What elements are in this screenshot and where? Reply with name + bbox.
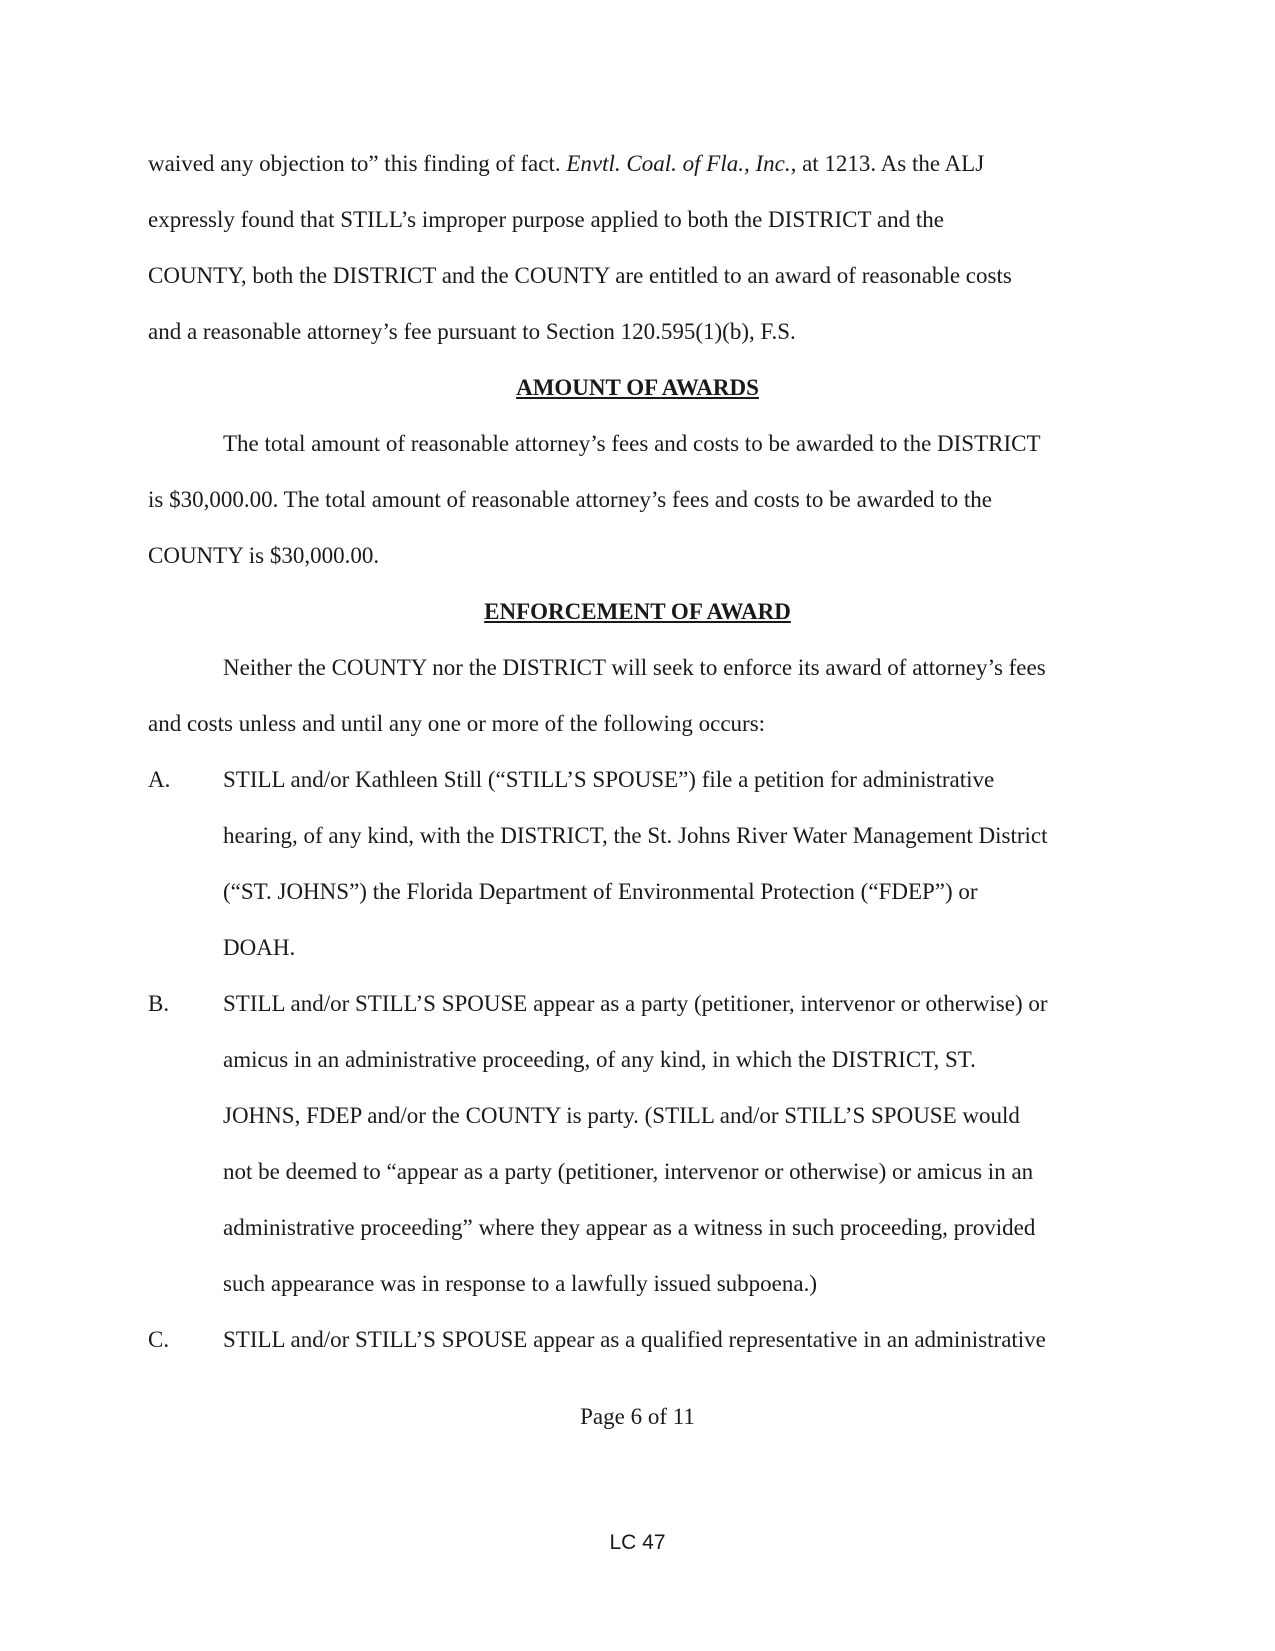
- paragraph-line: expressly found that STILL’s improper purpose applied to both the DISTRICT and the: [148, 207, 944, 232]
- list-item-label-a: A.: [148, 767, 171, 792]
- list-item-line: STILL and/or STILL’S SPOUSE appear as a qualified representative in an administrative: [223, 1327, 1046, 1352]
- list-item-line: administrative proceeding” where they appear as a witness in such proceeding, provided: [223, 1215, 1036, 1240]
- paragraph-line: The total amount of reasonable attorney’s fees and costs to be awarded to the DISTRICT: [223, 431, 1041, 456]
- list-item-line: not be deemed to “appear as a party (petitioner, intervenor or otherwise) or amicus in an: [223, 1159, 1034, 1184]
- paragraph-line: waived any objection to” this finding of fact. Envtl. Coal. of Fla., Inc., at 1213. As the ALJ: [148, 151, 985, 176]
- list-item-line: amicus in an administrative proceeding, of any kind, in which the DISTRICT, ST.: [223, 1047, 976, 1072]
- list-item-line: STILL and/or STILL’S SPOUSE appear as a party (petitioner, intervenor or otherwise) or: [223, 991, 1048, 1016]
- paragraph-line: Neither the COUNTY nor the DISTRICT will seek to enforce its award of attorney’s fees: [223, 655, 1046, 680]
- paragraph-line: and costs unless and until any one or more of the following occurs:: [148, 711, 766, 736]
- case-citation: Envtl. Coal. of Fla., Inc.,: [566, 151, 797, 176]
- paragraph-line: COUNTY, both the DISTRICT and the COUNTY are entitled to an award of reasonable costs: [148, 263, 1012, 288]
- paragraph-line: COUNTY is $30,000.00.: [148, 543, 380, 568]
- list-item-line: STILL and/or Kathleen Still (“STILL’S SPOUSE”) file a petition for administrative: [223, 767, 995, 792]
- list-item-line: DOAH.: [223, 935, 296, 960]
- list-item-line: (“ST. JOHNS”) the Florida Department of Environmental Protection (“FDEP”) or: [223, 879, 978, 904]
- list-item-label-c: C.: [148, 1327, 170, 1352]
- paragraph-line: is $30,000.00. The total amount of reasonable attorney’s fees and costs to be awarded to the: [148, 487, 992, 512]
- list-item-line: JOHNS, FDEP and/or the COUNTY is party. (STILL and/or STILL’S SPOUSE would: [223, 1103, 1020, 1128]
- page-number: Page 6 of 11: [580, 1404, 695, 1429]
- list-item-line: hearing, of any kind, with the DISTRICT, the St. Johns River Water Management District: [223, 823, 1048, 848]
- list-item-line: such appearance was in response to a lawfully issued subpoena.): [223, 1271, 817, 1296]
- section-heading-enforcement-of-award: ENFORCEMENT OF AWARD: [484, 599, 791, 624]
- list-item-label-b: B.: [148, 991, 170, 1016]
- section-heading-amount-of-awards: AMOUNT OF AWARDS: [516, 375, 759, 400]
- paragraph-line: and a reasonable attorney’s fee pursuant to Section 120.595(1)(b), F.S.: [148, 319, 796, 344]
- document-stamp: LC 47: [609, 1531, 666, 1554]
